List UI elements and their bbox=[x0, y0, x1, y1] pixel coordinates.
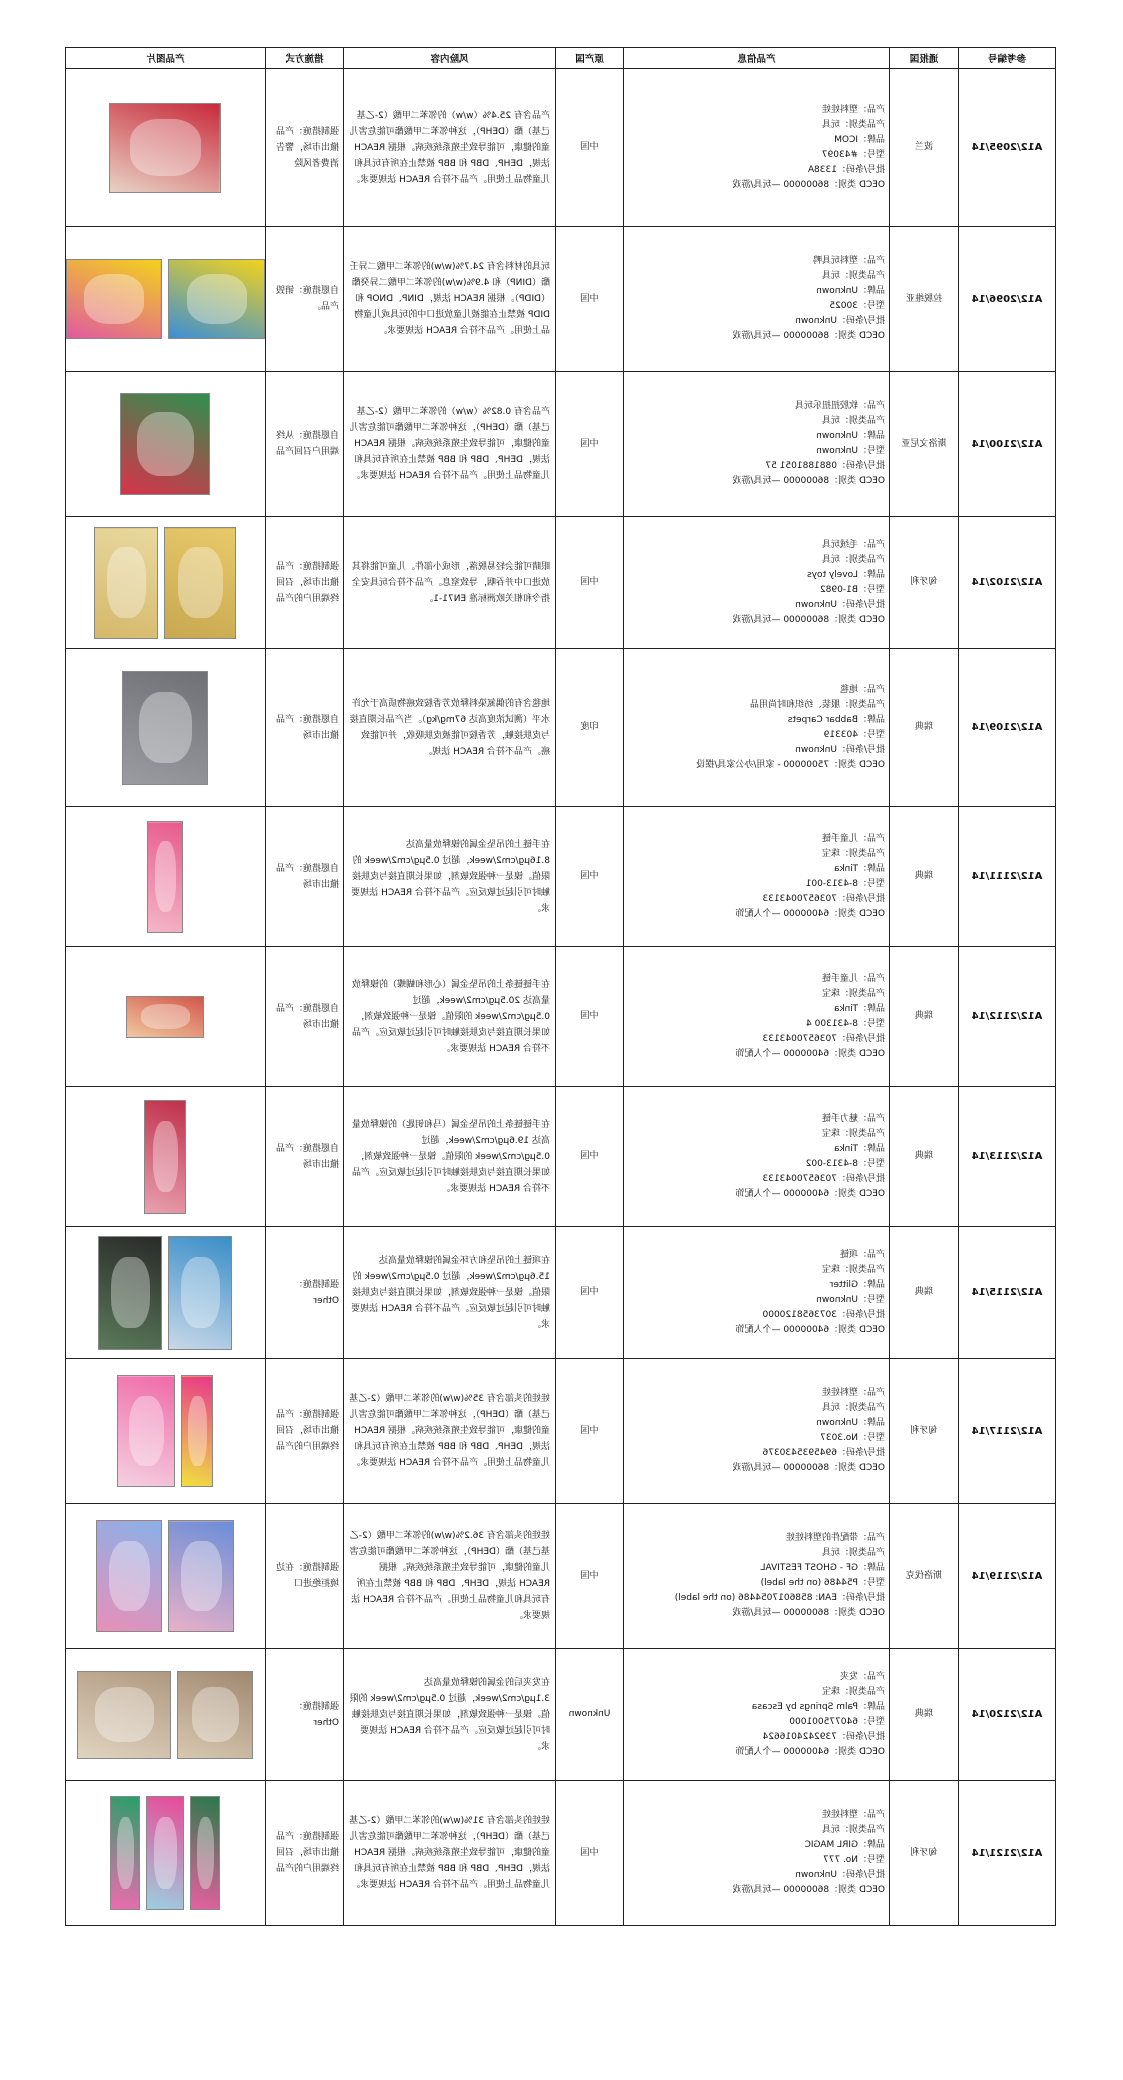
product-photos bbox=[66, 527, 265, 639]
product-photo bbox=[147, 1796, 185, 1910]
product-info-line: 批号/条码：EAN: 8586017054486 (on the label) bbox=[674, 1593, 885, 1603]
product-info-line: 产品：地毯 bbox=[839, 684, 885, 695]
country-of-origin: 中国 bbox=[556, 227, 624, 372]
table-row bbox=[66, 1359, 1056, 1504]
table-row bbox=[66, 517, 1056, 649]
measures-taken: 自愿措施：产品撤出市场 bbox=[266, 947, 344, 1087]
product-photos bbox=[66, 103, 265, 193]
header-ref: 参考编号 bbox=[959, 48, 1056, 69]
notifying-country: 匈牙利 bbox=[890, 517, 959, 649]
header-risk: 风险内容 bbox=[344, 48, 556, 69]
product-info-line: 产品类别：玩具 bbox=[821, 271, 885, 281]
product-info-line: OECD 类别：86000000 —玩具/游戏 bbox=[732, 1608, 885, 1618]
product-info-line: 品牌：ICOM bbox=[834, 134, 885, 145]
product-image-cell bbox=[66, 69, 266, 227]
reference-number: A12/2112/14 bbox=[959, 947, 1056, 1087]
country-of-origin: 中国 bbox=[556, 807, 624, 947]
product-info-line: 型号：8-4313-001 bbox=[805, 878, 885, 889]
product-info-line: 批号/条码：1338A bbox=[807, 164, 885, 175]
measures-taken: 自愿措施：销毁产品。 bbox=[266, 227, 344, 372]
risk-description: 在手链链条上的吊坠金属（马和钥匙）的镍释放量高达 19.6μg/cm2/week，超过 0.5μg/cm2/week 的限值。镍是一种强致敏剂，如果长期直接与皮肤接触时可引起过敏反应。产品不符合 REACH 法规要求。 bbox=[344, 1087, 556, 1227]
measures-taken: 自愿措施：产品撤出市场 bbox=[266, 807, 344, 947]
product-info-line: 产品：塑料娃娃 bbox=[821, 1810, 885, 1820]
risk-description: 在发夹后的金属的镍释放量高达 3.1μg/cm2/week，超过 0.5μg/cm2/week 的限值。镍是一种强致敏剂，如果长期直接与皮肤接触时可引起过敏反应。产品不符合 REACH 法规要求。 bbox=[344, 1649, 556, 1781]
product-image-cell bbox=[66, 1087, 266, 1227]
product-info-line: OECD 类别：86000000 —玩具/游戏 bbox=[732, 614, 885, 625]
risk-description: 在项链上的吊坠和方环金属的镍释放量高达 15.6μg/cm2/week，超过 0.5μg/cm2/week 的限值。镍是一种强致敏剂，如果长期直接与皮肤接触时可引起过敏反应。产品不符合 REACH 法规要求。 bbox=[344, 1227, 556, 1359]
product-info-line: 批号/条码：Unknown bbox=[795, 744, 885, 755]
product-photo bbox=[178, 1671, 254, 1759]
product-info bbox=[624, 517, 890, 649]
risk-description: 在手链链条上的吊坠金属（心形和蝴蝶）的镍释放量高达 20.5μg/cm2/week，超过 0.5μg/cm2/week 的限值。镍是一种强致敏剂，如果长期直接与皮肤接触时可引起过敏反应。产品不符合 REACH 法规要求。 bbox=[344, 947, 556, 1087]
product-info-line: 品牌：Tinka bbox=[834, 1143, 885, 1154]
product-info-line: 产品：发夹 bbox=[839, 1671, 885, 1682]
country-of-origin: 中国 bbox=[556, 1359, 624, 1504]
table-row bbox=[66, 1504, 1056, 1649]
product-info-line: OECD 类别：75000000 - 家用/办公家具/摆设 bbox=[696, 759, 885, 770]
product-info bbox=[624, 1087, 890, 1227]
product-info-line: 批号/条码：3073658120000 bbox=[762, 1309, 885, 1320]
product-info-line: 批号/条码：7036570043133 bbox=[762, 1033, 885, 1044]
country-of-origin: Unknown bbox=[556, 1649, 624, 1781]
product-info-line: 品牌：GIRL MAGIC bbox=[804, 1840, 885, 1850]
reference-number: A12/2095/14 bbox=[959, 69, 1056, 227]
product-photo bbox=[182, 1375, 214, 1487]
product-info bbox=[624, 807, 890, 947]
product-info-line: 型号：403319 bbox=[823, 729, 885, 740]
table-header-row bbox=[66, 48, 1056, 69]
header-product-info: 产品信息 bbox=[624, 48, 890, 69]
notifying-country: 瑞典 bbox=[890, 1227, 959, 1359]
product-info-line: 产品：塑料娃娃 bbox=[821, 104, 885, 115]
reference-number: A12/2100/14 bbox=[959, 372, 1056, 517]
product-info-line: 产品类别：珠宝 bbox=[821, 988, 885, 999]
risk-description: 产品含有 25.4%（w/w）的邻苯二甲酸（2-乙基己基）酯（DEHP），这种邻苯二甲酸酯可能危害儿童的健康，可能导致生殖系统疾病。根据 REACH 法规，DEHP、DBP 和 BBP 被禁止在所有玩具和儿童物品上使用。产品不符合 REACH 法规要求。 bbox=[344, 69, 556, 227]
table-row bbox=[66, 649, 1056, 807]
product-info bbox=[624, 1504, 890, 1649]
product-image-cell bbox=[66, 649, 266, 807]
measures-taken: 自愿措施：从终端用户召回产品 bbox=[266, 372, 344, 517]
product-info-line: 产品类别：珠宝 bbox=[821, 848, 885, 859]
measures-taken: 强制措施：产品撤出市场，警告消费者风险 bbox=[266, 69, 344, 227]
measures-taken: 强制措施：产品撤出市场，召回终端用户的产品 bbox=[266, 517, 344, 649]
measures-taken: 自愿措施：产品撤出市场 bbox=[266, 649, 344, 807]
product-info-line: 产品类别：珠宝 bbox=[821, 1264, 885, 1275]
notifying-country: 匈牙利 bbox=[890, 1359, 959, 1504]
table-row bbox=[66, 1781, 1056, 1926]
product-info-line: 品牌：Unknown bbox=[816, 431, 885, 441]
product-image-cell bbox=[66, 1227, 266, 1359]
product-image-cell bbox=[66, 807, 266, 947]
risk-description: 地毯含有的偶氮染料释放芳香胺致癌物质高于允许水平（测试浓度高达 67mg/kg）。当产品长期直接与皮肤接触，芳香胺可能被皮肤吸收，并可能致癌。产品不符合 REACH 法规。 bbox=[344, 649, 556, 807]
product-info-line: 产品：软胶扭扭乐玩具 bbox=[794, 401, 885, 411]
measures-taken: 强制措施：产品撤出市场，召回终端用户的产品 bbox=[266, 1781, 344, 1926]
product-info-line: 品牌：Glitter bbox=[829, 1279, 885, 1290]
notifying-country: 瑞典 bbox=[890, 947, 959, 1087]
product-info bbox=[624, 1359, 890, 1504]
product-photos bbox=[66, 1375, 265, 1487]
product-info-line: 产品类别：玩具 bbox=[821, 1403, 885, 1413]
reference-number: A12/2096/14 bbox=[959, 227, 1056, 372]
product-info-line: 产品：魅力手链 bbox=[821, 1113, 885, 1124]
product-photo bbox=[66, 259, 163, 339]
product-photo bbox=[121, 393, 211, 495]
table-row bbox=[66, 69, 1056, 227]
product-info-line: OECD 类别：86000000 —玩具/游戏 bbox=[732, 179, 885, 190]
table-row bbox=[66, 807, 1056, 947]
product-image-cell bbox=[66, 1504, 266, 1649]
product-info-line: 产品：塑料娃娃 bbox=[821, 1388, 885, 1398]
country-of-origin: 中国 bbox=[556, 1227, 624, 1359]
reference-number: A12/2109/14 bbox=[959, 649, 1056, 807]
product-image-cell bbox=[66, 947, 266, 1087]
product-info-line: 产品类别：玩具 bbox=[821, 119, 885, 130]
product-info-line: 批号/条码：Unknown bbox=[795, 1870, 885, 1880]
product-photo bbox=[118, 1375, 176, 1487]
measures-taken: 强制措施：Other bbox=[266, 1227, 344, 1359]
product-info bbox=[624, 1227, 890, 1359]
product-info-line: OECD 类别：64000000 —个人配饰 bbox=[735, 1324, 885, 1335]
product-info-line: OECD 类别：64000000 —个人配饰 bbox=[735, 908, 885, 919]
risk-description: 眼睛可能会轻易脱落，形成小部件。儿童可能将其放进口中并吞咽，导致窒息。产品不符合玩具安全指令和相关欧洲标准 EN71-1。 bbox=[344, 517, 556, 649]
country-of-origin: 中国 bbox=[556, 69, 624, 227]
product-info-line: 品牌：Tinka bbox=[834, 863, 885, 874]
product-photo bbox=[95, 527, 159, 639]
reference-number: A12/2119/14 bbox=[959, 1504, 1056, 1649]
product-info-line: 批号/条码：6945935430376 bbox=[762, 1448, 885, 1458]
measures-taken: 自愿措施：产品撤出市场 bbox=[266, 1087, 344, 1227]
table-row bbox=[66, 1227, 1056, 1359]
product-info-line: 批号/条码：7036570043133 bbox=[762, 1173, 885, 1184]
table-row bbox=[66, 947, 1056, 1087]
product-photo bbox=[148, 821, 184, 933]
product-photos bbox=[66, 1100, 265, 1214]
product-info-line: 批号/条码：0881881051 57 bbox=[765, 461, 885, 471]
reference-number: A12/2102/14 bbox=[959, 517, 1056, 649]
header-image: 产品图片 bbox=[66, 48, 266, 69]
product-image-cell bbox=[66, 1649, 266, 1781]
notifying-country: 斯洛文尼亚 bbox=[890, 372, 959, 517]
product-photos bbox=[66, 671, 265, 785]
product-info-line: 型号：8-4313-002 bbox=[805, 1158, 885, 1169]
risk-description: 玩具的材料含有 24.7%(w/w)的邻苯二甲酸二异壬酯（DINP）和 4.9%(w/w)的邻苯二甲酸二异癸酯（DIDP）。根据 REACH 法规，DINP、DNOP 和 DIDP 被禁止在能被儿童放进口中的玩具或儿童物品上使用。产品不符合 REACH 法规要求。 bbox=[344, 227, 556, 372]
notifying-country: 波兰 bbox=[890, 69, 959, 227]
country-of-origin: 中国 bbox=[556, 947, 624, 1087]
notifying-country: 斯洛伐克 bbox=[890, 1504, 959, 1649]
product-photos bbox=[66, 393, 265, 495]
product-image-cell bbox=[66, 1359, 266, 1504]
product-info bbox=[624, 69, 890, 227]
country-of-origin: 中国 bbox=[556, 1087, 624, 1227]
product-info-line: 产品：儿童手链 bbox=[821, 833, 885, 844]
product-info-line: 批号/条码：Unknown bbox=[795, 599, 885, 610]
product-info-line: 产品：项链 bbox=[839, 1249, 885, 1260]
product-info-line: 品牌：Lovely toys bbox=[807, 569, 885, 580]
product-info-line: OECD 类别：86000000 —玩具/游戏 bbox=[732, 1885, 885, 1895]
product-image-cell bbox=[66, 517, 266, 649]
product-info bbox=[624, 1781, 890, 1926]
product-info-line: 型号：P54486 (on the label) bbox=[760, 1578, 885, 1588]
country-of-origin: 印度 bbox=[556, 649, 624, 807]
header-notifying-country: 通报国 bbox=[890, 48, 959, 69]
product-photo bbox=[97, 1520, 163, 1632]
notifying-country: 瑞典 bbox=[890, 807, 959, 947]
product-photo bbox=[111, 1796, 141, 1910]
product-info-line: 产品类别：珠宝 bbox=[821, 1128, 885, 1139]
product-photo bbox=[145, 1100, 187, 1214]
product-photo bbox=[169, 259, 266, 339]
product-photos bbox=[66, 996, 265, 1038]
notifying-country: 拉脱维亚 bbox=[890, 227, 959, 372]
product-info-line: 产品类别：玩具 bbox=[821, 416, 885, 426]
country-of-origin: 中国 bbox=[556, 1781, 624, 1926]
reference-number: A12/2120/14 bbox=[959, 1649, 1056, 1781]
product-info-line: 型号：No.3037 bbox=[820, 1433, 885, 1443]
product-photo bbox=[110, 103, 222, 193]
product-info-line: OECD 类别：86000000 —玩具/游戏 bbox=[732, 331, 885, 341]
product-photo bbox=[191, 1796, 221, 1910]
product-info-line: OECD 类别：64000000 —个人配饰 bbox=[735, 1188, 885, 1199]
notifying-country: 匈牙利 bbox=[890, 1781, 959, 1926]
product-info-line: 批号/条码：Unknown bbox=[795, 316, 885, 326]
product-photo bbox=[123, 671, 209, 785]
product-info-line: 型号：No. 777 bbox=[823, 1855, 885, 1865]
product-image-cell bbox=[66, 1781, 266, 1926]
risk-description: 在手链上的吊坠金属的镍释放量高达 8.16μg/cm2/week，超过 0.5μg/cm2/week 的限值。镍是一种强致敏剂，如果长期直接与皮肤接触时可引起过敏反应。产品不符合 REACH 法规要求。 bbox=[344, 807, 556, 947]
product-info-line: 型号：640775001000 bbox=[789, 1716, 885, 1727]
table-row bbox=[66, 227, 1056, 372]
risk-description: 娃娃的头部含有 35%(w/w)的邻苯二甲酸（2-乙基己基）酯（DEHP），这种邻苯二甲酸酯可能危害儿童的健康，可能导致生殖系统疾病。根据 REACH 法规，DEHP、DBP 和 BBP 被禁止在所有玩具和儿童物品上使用。产品不符合 REACH 法规要求。 bbox=[344, 1359, 556, 1504]
reference-number: A12/2111/14 bbox=[959, 807, 1056, 947]
product-info-line: 型号：Unknown bbox=[816, 1294, 885, 1305]
table-row bbox=[66, 372, 1056, 517]
product-info-line: 品牌：Babbar Carpets bbox=[787, 714, 885, 725]
product-info bbox=[624, 649, 890, 807]
product-info-line: 品牌：Unknown bbox=[816, 286, 885, 296]
product-info-line: 产品类别：玩具 bbox=[821, 1825, 885, 1835]
measures-taken: 强制措施：Other bbox=[266, 1649, 344, 1781]
measures-taken: 强制措施：在边境拒绝进口 bbox=[266, 1504, 344, 1649]
product-info-line: 产品类别：玩具 bbox=[821, 1548, 885, 1558]
product-photos bbox=[66, 821, 265, 933]
product-info-line: OECD 类别：86000000 —玩具/游戏 bbox=[732, 476, 885, 486]
country-of-origin: 中国 bbox=[556, 1504, 624, 1649]
product-info-line: 产品：毛绒玩具 bbox=[821, 539, 885, 550]
product-info-line: 品牌：Palm Springs by Escasa bbox=[751, 1701, 885, 1712]
product-photo bbox=[99, 1236, 163, 1350]
product-info-line: OECD 类别：86000000 —玩具/游戏 bbox=[732, 1463, 885, 1473]
product-info-line: OECD 类别：64000000 —个人配饰 bbox=[735, 1048, 885, 1059]
product-image-cell bbox=[66, 227, 266, 372]
country-of-origin: 中国 bbox=[556, 372, 624, 517]
risk-description: 娃娃的头部含有 31%(w/w)的邻苯二甲酸（2-乙基己基）酯（DEHP），这种邻苯二甲酸酯可能危害儿童的健康，可能导致生殖系统疾病。根据 REACH 法规，DEHP、DBP 和 BBP 被禁止在所有玩具和儿童物品上使用。产品不符合 REACH 法规要求。 bbox=[344, 1781, 556, 1926]
reference-number: A12/2113/14 bbox=[959, 1087, 1056, 1227]
table-row bbox=[66, 1087, 1056, 1227]
product-info-line: 产品类别：玩具 bbox=[821, 554, 885, 565]
product-info-line: OECD 类别：64000000 —个人配饰 bbox=[735, 1746, 885, 1757]
product-info-line: 批号/条码：7036570043133 bbox=[762, 893, 885, 904]
product-info-line: 型号：B1-0982 bbox=[819, 584, 885, 595]
product-info-line: 型号：30025 bbox=[829, 301, 885, 311]
header-origin: 原产国 bbox=[556, 48, 624, 69]
notifying-country: 瑞典 bbox=[890, 1087, 959, 1227]
product-info-line: 产品：带配件的塑料娃娃 bbox=[785, 1533, 885, 1543]
product-info-line: 品牌：GF - GHOST FESTIVAL bbox=[760, 1563, 885, 1573]
product-info-line: 产品类别：服装、纺织和时尚用品 bbox=[749, 699, 885, 710]
product-info-line: 产品：儿童手链 bbox=[821, 973, 885, 984]
product-photos bbox=[66, 1796, 265, 1910]
product-info-line: 型号：#43097 bbox=[821, 149, 885, 160]
product-info bbox=[624, 947, 890, 1087]
product-photos bbox=[66, 1236, 265, 1350]
product-photo bbox=[165, 527, 237, 639]
rapex-notification-table bbox=[65, 47, 1056, 1926]
product-photos bbox=[66, 1520, 265, 1632]
product-info-line: 品牌：Tinka bbox=[834, 1003, 885, 1014]
reference-number: A12/2117/14 bbox=[959, 1359, 1056, 1504]
measures-taken: 强制措施：产品撤出市场，召回终端用户的产品 bbox=[266, 1359, 344, 1504]
product-image-cell bbox=[66, 372, 266, 517]
table-row bbox=[66, 1649, 1056, 1781]
product-info bbox=[624, 227, 890, 372]
header-measures: 措施方式 bbox=[266, 48, 344, 69]
notifying-country: 瑞典 bbox=[890, 649, 959, 807]
product-photos bbox=[66, 259, 265, 339]
product-info-line: 产品类别：珠宝 bbox=[821, 1686, 885, 1697]
product-info-line: 产品：塑料玩具鸭 bbox=[812, 256, 885, 266]
reference-number: A12/2121/14 bbox=[959, 1781, 1056, 1926]
product-info-line: 型号：8-431300 4 bbox=[806, 1018, 885, 1029]
product-info bbox=[624, 372, 890, 517]
risk-description: 娃娃的头部含有 36.2%(w/w)的邻苯二甲酸（2-乙基己基）酯（DEHP），这种邻苯二甲酸酯可能危害儿童的健康，可能导致生殖系统疾病。根据 REACH 法规，DEHP、DBP 和 BBP 被禁止在所有玩具和儿童物品上使用。产品不符合 REACH 法规要求。 bbox=[344, 1504, 556, 1649]
reference-number: A12/2115/14 bbox=[959, 1227, 1056, 1359]
product-photo bbox=[169, 1236, 233, 1350]
product-info bbox=[624, 1649, 890, 1781]
risk-description: 产品含有 0.82%（w/w）的邻苯二甲酸（2-乙基己基）酯（DEHP），这种邻苯二甲酸酯可能危害儿童的健康，可能导致生殖系统疾病。根据 REACH 法规，DEHP、DBP 和 BBP 被禁止在所有玩具和儿童物品上使用。产品不符合 REACH 法规要求。 bbox=[344, 372, 556, 517]
product-photos bbox=[66, 1671, 265, 1759]
product-photo bbox=[78, 1671, 172, 1759]
product-info-line: 品牌：Unknown bbox=[816, 1418, 885, 1428]
product-photo bbox=[169, 1520, 235, 1632]
product-photo bbox=[127, 996, 205, 1038]
product-info-line: 批号/条码：7392424016624 bbox=[762, 1731, 885, 1742]
notifying-country: 瑞典 bbox=[890, 1649, 959, 1781]
country-of-origin: 中国 bbox=[556, 517, 624, 649]
product-info-line: 型号：Unknown bbox=[816, 446, 885, 456]
